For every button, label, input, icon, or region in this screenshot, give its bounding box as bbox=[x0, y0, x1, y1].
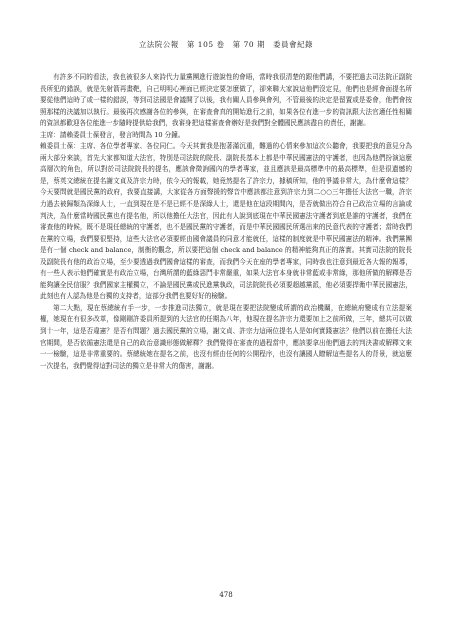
page-header: 立法院公報 第 105 卷 第 70 期 委員會紀錄 bbox=[138, 40, 314, 49]
body-text bbox=[40, 72, 412, 372]
paragraph: 賴委員士葆：主席、各位學者專家、各位同仁。今天其實我是抱著滿沉重，難過的心情來參加這次公聽會，我要把我的意見分為兩大部分來談，首先大家都知道大法官，特別是司法院的院長、副院長基本上都是中華民國憲法的守護者，也因為他們扮演這麼高層次的角色，所以對於司法院院長的提名，應該會徵詢國內的學者專家，並且應該是最高標準中的最高標準，但是很遺憾的是，蔡英文總統在提名謝文貞及許宗力時，依今天的報載，她竟然提名了許宗力，據稿所知，他的爭議非常大，為什麼會這樣？今天要問就是國民黨的政府，我要直接講，大家從各方面聲援的聲音中應該都注意到許宗力到二○○三年擔任大法官一職，許宗力過去被歸類為深綠人士，一直到現在是不是已經不是深綠人士，還是他在這段期間內，是否就做出符合自己政治立場的言論或判決，為什麼當時國民黨也有提名他，所以他擔任大法官，因此有人說到底現在中華民國憲法守護者到底是誰的守護者，我們在審查他的時候，既不是現任總統的守護者，也不是國民黨的守護者，而是中華民國國民所選出來的民意代表的守護者；當時我們在黨的立場，我們要很堅持，這些大法官必須要經由國會議員的同意才能就任，這樣的制度就是中華民國憲法的精神。我們黨團是有一個 check and balance，制衡的觀念，所以要把這個 check and balance 的精神能夠真正的落實。其實司法院的院長及副院長有他的政治立場，至少要透過我們國會這樣的審查，而我們今天在座的學者專家，同時我也注意到最近各大報的報導，有一些人表示他們確實是有政治立場，台灣所謂的藍綠惡鬥非常嚴重，如果大法官本身就非常藍或非常綠，那他所做的解釋是否能夠讓全民信服？我們國家主權獨立，不論是國民黨或民進黨執政，司法院院長必須要超越黨派，他必須要捍衛中華民國憲法，此刻也有人認為他是台獨的支持者，這部分我們也要好好的檢驗。 bbox=[40, 142, 412, 301]
page-number: 478 bbox=[219, 591, 233, 599]
paragraph: 有許多不同的看法，我也被很多人來詩代力量黨團進行遊說性的會晤，當時我很清楚的跟他們講，不要把過去司法院正副院長所犯的錯誤，就是先射箭再畫靶，自己明明心裡面已經決定要怎麼做了，卻來聯大家說這他們沒定見，他們也是經會面提名所要從他們這時了或一樣的錯誤，等到司法國是會議開了以後，我有關人員參與會列，不管最後的決定是留置或是委會，他們會按照那樣的決議加以執行。最後再次感謝各位的參與，在審查會真的開始進行之前，如果各位有進一步的資訊跟大法官適任性相關的資訊都歡迎各位能進一步隨時提供給我們，我審身把這樣審查會辦好是我們對全體國民應該盡自的責任，謝謝。 bbox=[40, 73, 412, 128]
paragraph: 主席：請賴委員士葆發言，發言時間為 10 分鐘。 bbox=[40, 130, 185, 139]
paragraph: 第二大點，現在蔡總統有手一步，一步推進司法獨立，就是現在要把法院變成所謂的政治機關，在總統府變成有立法提案權，她現在有很多改革，像剛剛許委員所提到的大法官的任期為八年，他現在提名許宗力還要加上之前所做，三年，總共可以做到十一年，這是否違憲？是否有問題？過去國民黨的立場，謝文貞、許宗力這兩位提名人是如何實踐憲法？他們以前在擔任大法官期間，是否依循憲法還是自己的政治意識形態做解釋？我們覺得在審查的過程當中，應該要拿出他們過去的判決書或解釋文來一一檢驗，這是非常重要的。蔡總統她在提名之前，也沒有經由任何的公開程序，也沒有讓國人瞭解這些提名人的背景，就這麼一次提名，我們覺得這對司法的獨立是非常大的傷害，謝謝。 bbox=[40, 303, 412, 370]
